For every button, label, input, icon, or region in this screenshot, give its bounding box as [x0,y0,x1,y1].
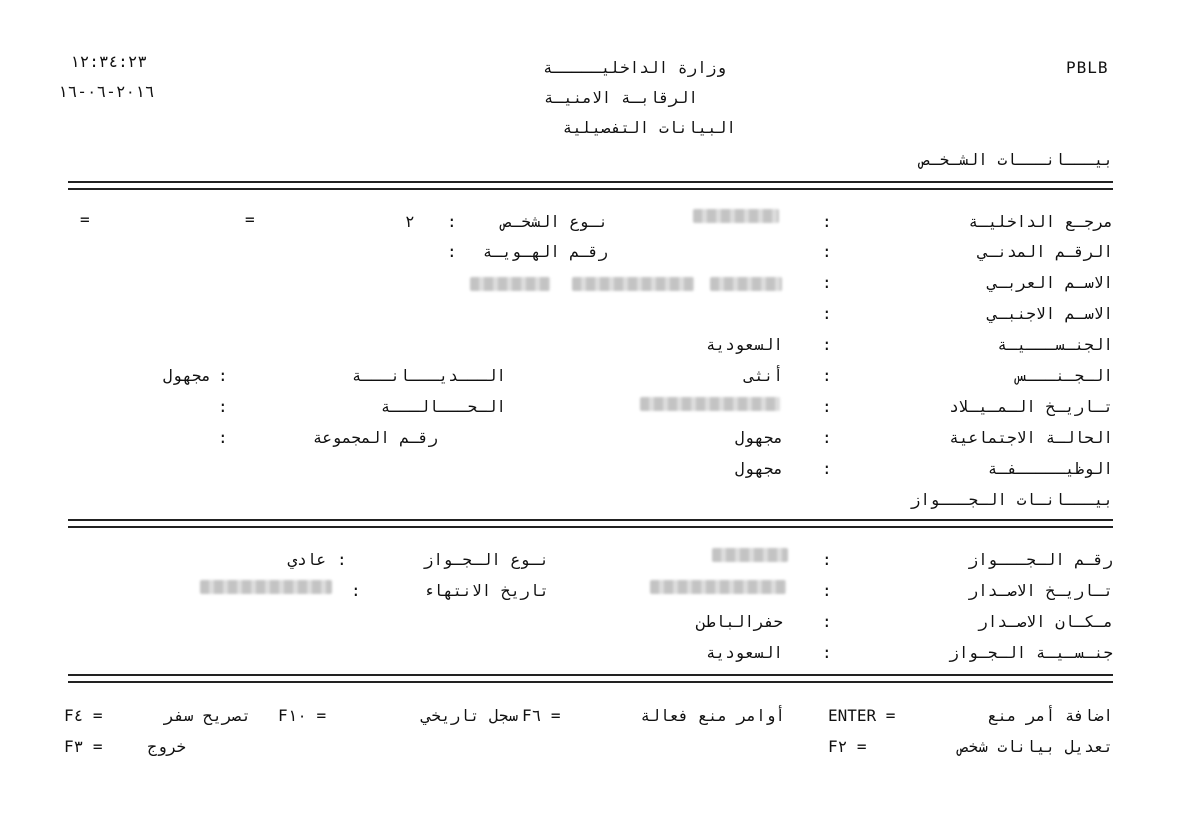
edit-person-command[interactable]: تعديل بيانات شخص [958,737,1113,756]
expiry-date-redacted [200,580,332,594]
interior-ref-label: مرجـع الداخليـة [968,212,1113,231]
person-type-label: نـوع الشخـص [502,212,608,231]
gender-value: أنثى [744,366,783,385]
passport-type-label: نـوع الـجـواز [423,550,549,569]
birth-date-redacted [640,397,780,411]
interior-ref-redacted [693,209,779,223]
birth-date-label: تـاريـخ الـمـيـلاد [949,397,1113,416]
religion-label: الـــديـــانـــة [351,366,506,385]
header-time: ١٢:٣٤:٢٣ [70,52,148,71]
active-bans-command[interactable]: أوامر منع فعالة [640,706,785,725]
person-section-title: بيـــانـــات الشـخـص [920,150,1113,169]
colon: : [218,366,228,385]
passport-section-title: بيـــانـات الـجـــواز [910,490,1113,509]
exit-command[interactable]: خروج [147,737,186,756]
equals-mark: = [245,210,255,229]
travel-permit-command[interactable]: تصريح سفر [164,706,251,725]
colon: : [822,643,832,662]
equals-mark: = [80,210,90,229]
history-log-command[interactable]: سجل تاريخي [421,706,518,725]
passport-no-redacted [712,548,788,562]
edit-person-key[interactable]: F٢ = [828,737,867,756]
ministry-title: وزارة الداخليـــــة [542,58,726,77]
colon: : [447,242,457,261]
arabic-name-redacted [470,277,550,291]
separator [68,519,1113,528]
exit-key[interactable]: F٣ = [64,737,103,756]
person-type-value: ٢ [405,212,415,231]
job-label: الوظيـــــفـة [987,459,1113,478]
colon: : [351,581,361,600]
passport-no-label: رقـم الـجـــواز [968,550,1113,569]
passport-nationality-label: جنـسـيـة الـجـواز [949,643,1113,662]
issue-place-label: مـكـان الاصـدار [978,612,1113,631]
colon: : [822,366,832,385]
issue-place-value: حفرالباطن [696,612,783,631]
issue-date-label: تـاريـخ الاصـدار [968,581,1113,600]
issue-date-redacted [650,580,786,594]
passport-nationality-value: السعودية [705,643,783,662]
expiry-date-label: تاريخ الانتهاء [423,581,549,600]
colon: : [822,612,832,631]
job-value: مجهول [734,459,783,478]
colon: : [822,397,832,416]
gender-label: الـجـنـــس [1016,366,1113,385]
religion-value: مجهول [162,366,211,385]
page-title: البيانات التفصيلية [562,118,736,137]
marital-status-label: الحالـة الاجتماعية [949,428,1113,447]
travel-permit-key[interactable]: F٤ = [64,706,103,725]
status-label: الـحـــالـــة [380,397,506,416]
colon: : [218,428,228,447]
colon: : [337,550,347,569]
colon: : [822,459,832,478]
colon: : [822,550,832,569]
foreign-name-label: الاسـم الاجنبـي [987,304,1113,323]
colon: : [822,273,832,292]
colon: : [822,335,832,354]
active-bans-key[interactable]: F٦ = [522,706,561,725]
header-date: ٢٠١٦-٠٦-١٦ [58,82,155,101]
group-no-label: رقـم المجموعة [312,428,438,447]
marital-status-value: مجهول [734,428,783,447]
arabic-name-redacted [572,277,694,291]
department-title: الرقابـة الامنيـة [543,88,698,107]
separator [68,674,1113,683]
nationality-value: السعودية [705,335,783,354]
system-code: PBLB [1066,58,1109,77]
colon: : [822,304,832,323]
add-ban-key[interactable]: ENTER = [828,706,896,725]
add-ban-command[interactable]: اضافة أمر منع [987,706,1113,725]
passport-type-value: عادي [287,550,326,569]
history-log-key[interactable]: F١٠ = [278,706,327,725]
separator [68,181,1113,190]
colon: : [447,212,457,231]
arabic-name-redacted [710,277,782,291]
colon: : [822,242,832,261]
colon: : [218,397,228,416]
arabic-name-label: الاسـم العربـي [987,273,1113,292]
colon: : [822,581,832,600]
nationality-label: الجنـســـيـة [997,335,1113,354]
colon: : [822,212,832,231]
id-number-label: رقـم الهـويـة [482,242,608,261]
colon: : [822,428,832,447]
civil-no-label: الرقـم المدنـي [978,242,1113,261]
